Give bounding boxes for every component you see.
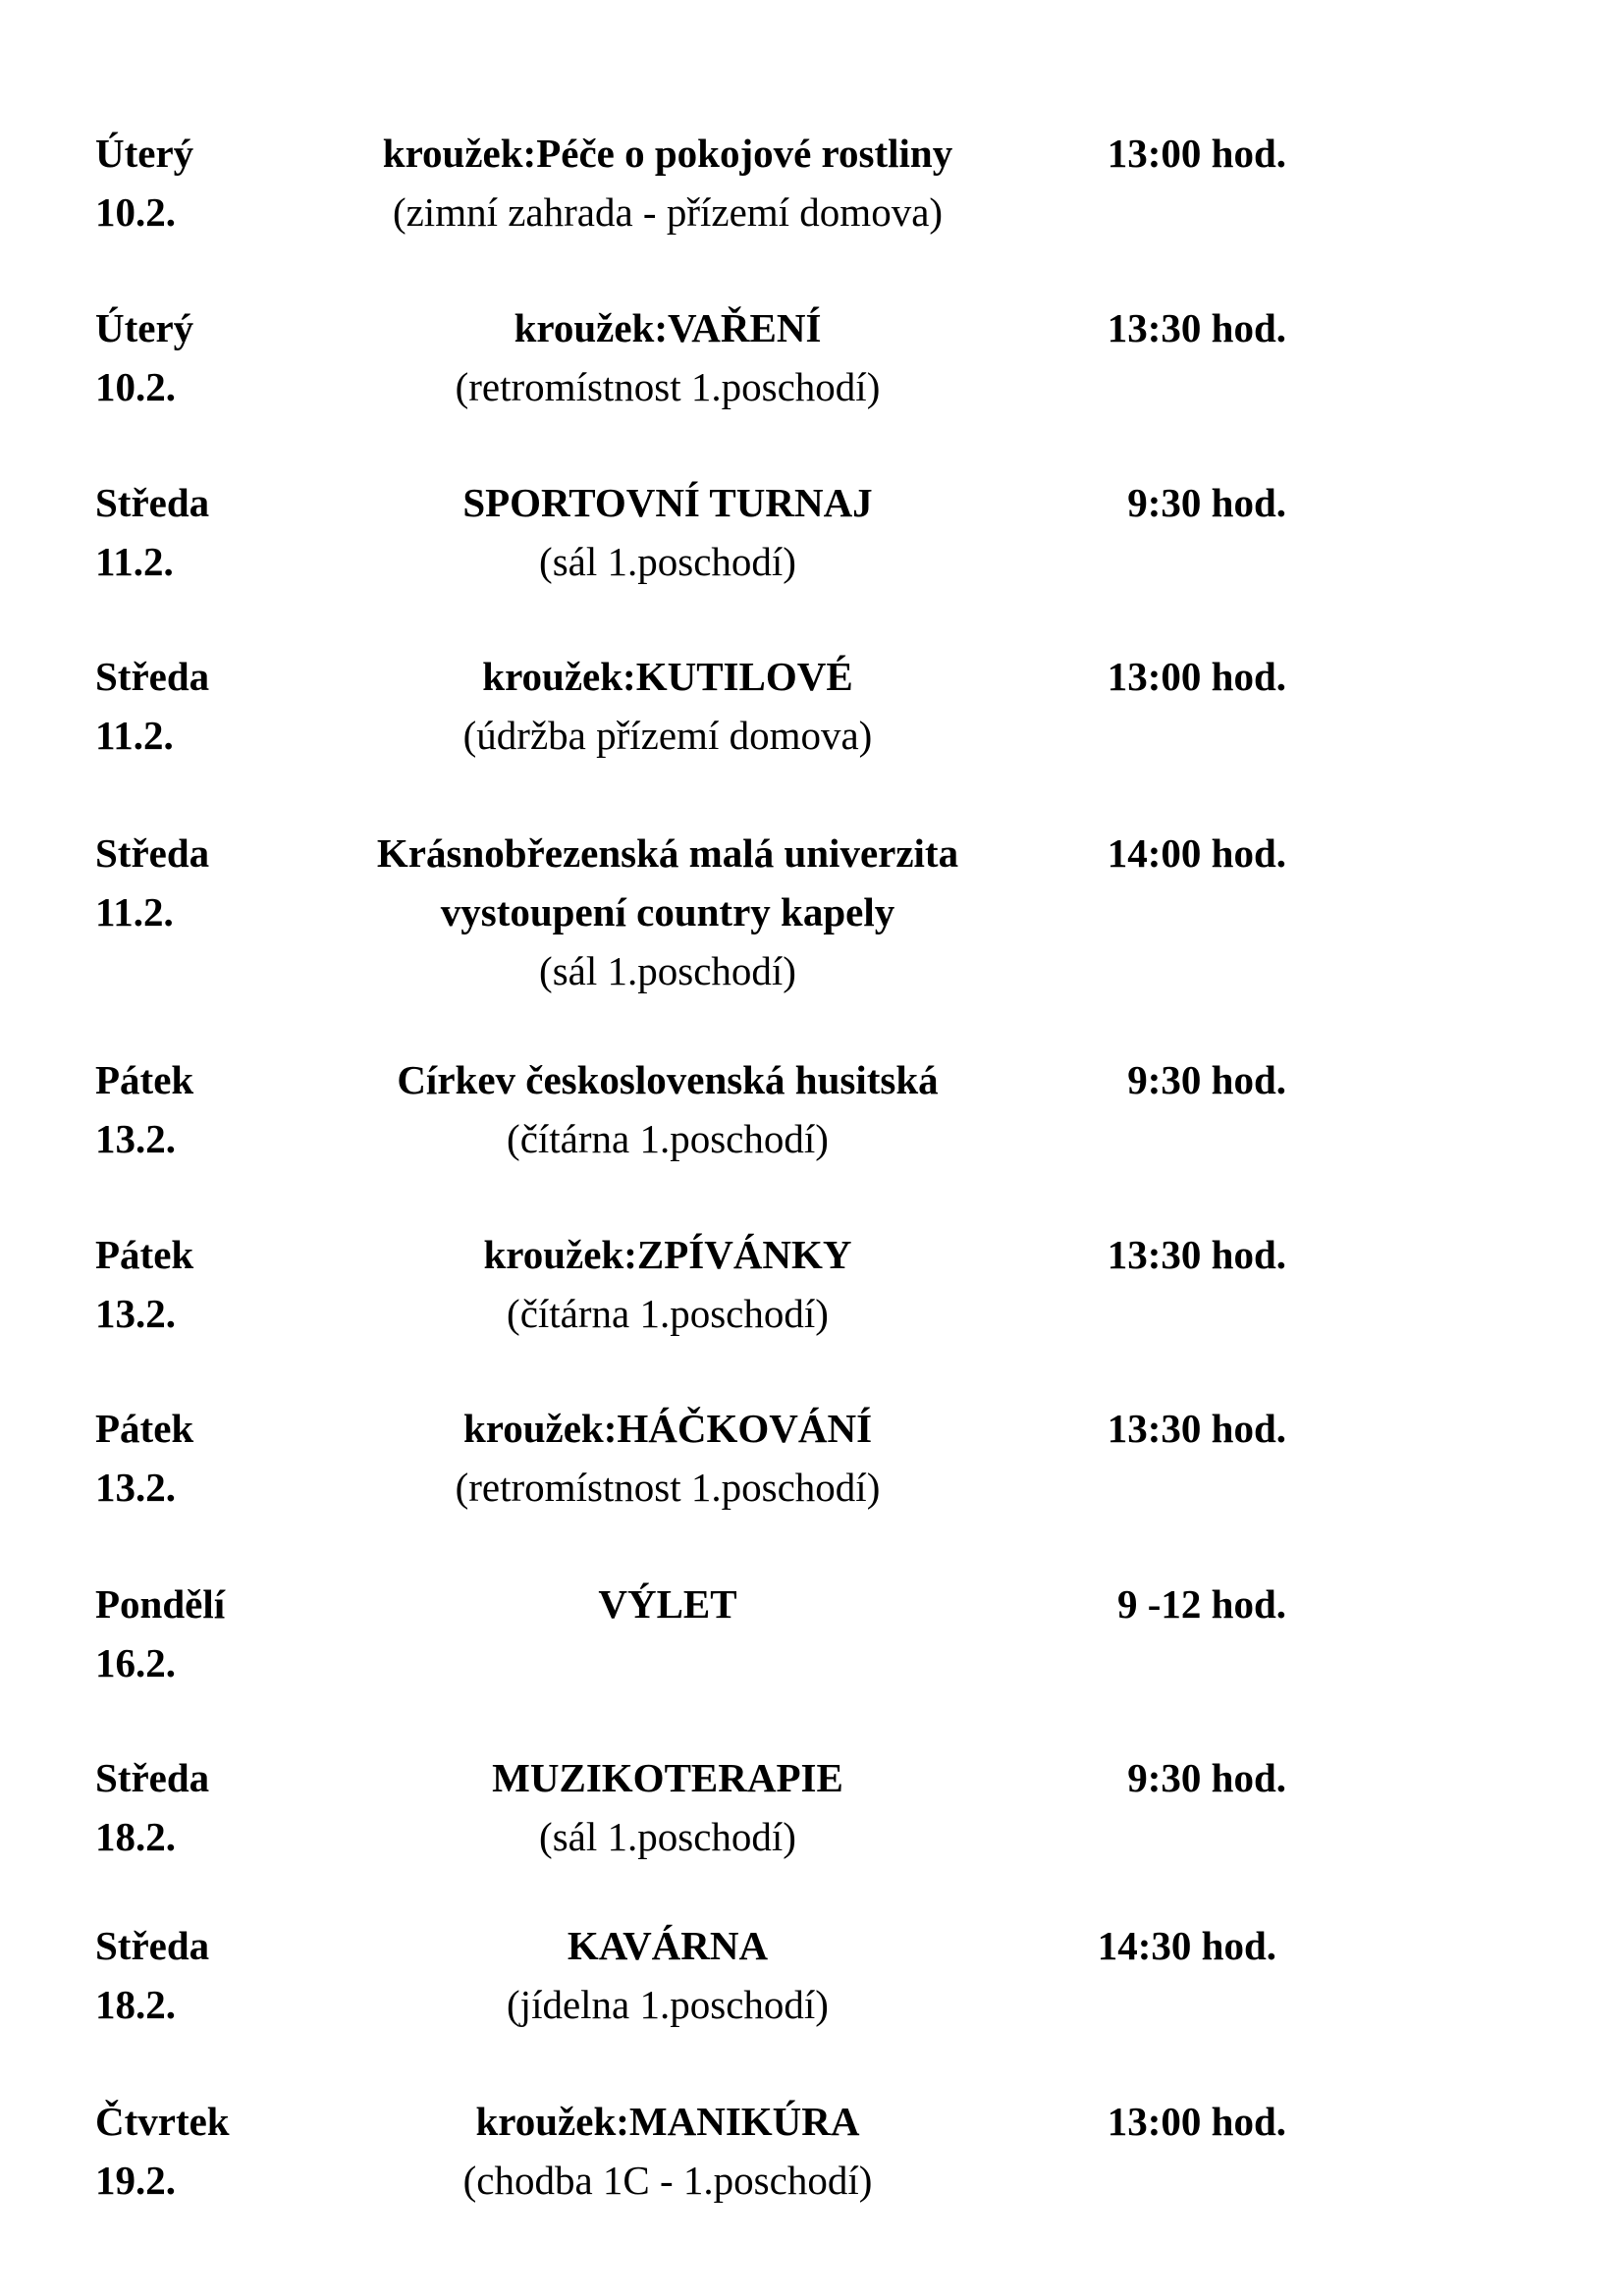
event-date: 11.2. xyxy=(95,889,174,934)
event-day: Středa xyxy=(95,654,210,699)
event-time: 9:30 hod. xyxy=(1127,480,1286,525)
event-description xyxy=(324,1050,1011,1168)
event-date: 11.2. xyxy=(95,713,174,758)
event-day: Středa xyxy=(95,1755,210,1800)
event-time: 9:30 hod. xyxy=(1127,1057,1286,1102)
event-day: Pondělí xyxy=(95,1581,226,1627)
event-time: 9 -12 hod. xyxy=(1116,1581,1286,1627)
event-time: 13:00 hod. xyxy=(1107,654,1286,699)
event-time: 14:00 hod. xyxy=(1107,830,1286,876)
event-subtitle: vystoupení country kapely xyxy=(440,889,895,934)
event-description xyxy=(324,2092,1011,2210)
event-time: 13:30 hod. xyxy=(1107,1232,1286,1277)
event-title: kroužek:ZPÍVÁNKY xyxy=(483,1232,852,1277)
event-date: 11.2. xyxy=(95,539,174,584)
event-location: (čítárna 1.poschodí) xyxy=(507,1291,829,1336)
event-location: (sál 1.poschodí) xyxy=(539,539,796,584)
event-description xyxy=(324,647,1011,765)
event-title: MUZIKOTERAPIE xyxy=(492,1755,843,1800)
event-title: kroužek:Péče o pokojové rostliny xyxy=(382,131,953,176)
event-date: 13.2. xyxy=(95,1465,176,1510)
event-time: 14:30 hod. xyxy=(1097,1923,1276,1968)
event-title: VÝLET xyxy=(598,1581,737,1627)
event-title: Krásnobřezenská malá univerzita xyxy=(376,830,959,876)
event-location: (chodba 1C - 1.poschodí) xyxy=(462,2158,873,2203)
event-title: SPORTOVNÍ TURNAJ xyxy=(462,480,873,525)
event-date: 13.2. xyxy=(95,1291,176,1336)
event-day: Čtvrtek xyxy=(95,2099,230,2144)
event-title: kroužek:VAŘENÍ xyxy=(514,305,822,350)
event-description xyxy=(324,1575,1011,1633)
event-date: 10.2. xyxy=(95,189,176,235)
event-day: Středa xyxy=(95,830,210,876)
event-description xyxy=(324,1748,1011,1866)
event-time: 9:30 hod. xyxy=(1127,1755,1286,1800)
event-time: 13:30 hod. xyxy=(1107,305,1286,350)
event-location: (retromístnost 1.poschodí) xyxy=(455,1465,881,1510)
event-title: KAVÁRNA xyxy=(567,1923,769,1968)
event-location: (retromístnost 1.poschodí) xyxy=(455,364,881,409)
event-time: 13:00 hod. xyxy=(1107,2099,1286,2144)
event-location: (sál 1.poschodí) xyxy=(539,948,796,993)
event-description xyxy=(324,824,1011,1000)
event-date: 18.2. xyxy=(95,1982,176,2027)
event-description xyxy=(324,124,1011,241)
event-description xyxy=(324,473,1011,591)
event-day: Středa xyxy=(95,1923,210,1968)
event-location: (sál 1.poschodí) xyxy=(539,1814,796,1859)
event-day: Pátek xyxy=(95,1406,194,1451)
event-date: 18.2. xyxy=(95,1814,176,1859)
event-date: 16.2. xyxy=(95,1640,176,1685)
event-date: 10.2. xyxy=(95,364,176,409)
event-title: Církev československá husitská xyxy=(397,1057,939,1102)
event-day: Úterý xyxy=(95,305,194,350)
event-time: 13:30 hod. xyxy=(1107,1406,1286,1451)
event-location: (čítárna 1.poschodí) xyxy=(507,1116,829,1161)
event-title: kroužek:KUTILOVÉ xyxy=(482,654,853,699)
event-title: kroužek:MANIKÚRA xyxy=(475,2099,860,2144)
event-day: Středa xyxy=(95,480,210,525)
event-day: Úterý xyxy=(95,131,194,176)
event-date: 19.2. xyxy=(95,2158,176,2203)
event-description xyxy=(324,298,1011,416)
event-location: (údržba přízemí domova) xyxy=(462,713,873,758)
event-title: kroužek:HÁČKOVÁNÍ xyxy=(462,1406,873,1451)
event-date: 13.2. xyxy=(95,1116,176,1161)
event-description xyxy=(324,1225,1011,1343)
event-location: (jídelna 1.poschodí) xyxy=(507,1982,829,2027)
event-description xyxy=(324,1399,1011,1517)
event-day: Pátek xyxy=(95,1057,194,1102)
event-day: Pátek xyxy=(95,1232,194,1277)
event-location: (zimní zahrada - přízemí domova) xyxy=(392,189,944,235)
event-time: 13:00 hod. xyxy=(1107,131,1286,176)
event-description xyxy=(324,1916,1011,2034)
